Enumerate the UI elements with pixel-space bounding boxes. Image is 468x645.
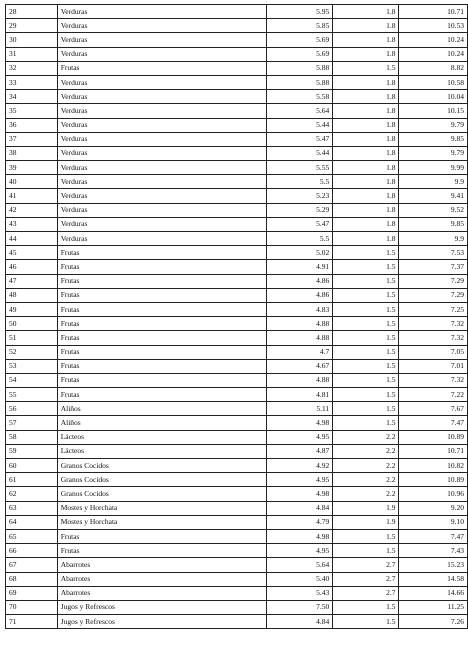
value-2-cell: 2.2 [333, 444, 399, 458]
table-row [6, 473, 468, 487]
value-2-cell: 1.5 [333, 615, 399, 629]
row-number-cell: 32 [6, 61, 58, 75]
category-cell: Frutas [57, 388, 266, 402]
row-number-cell: 43 [6, 217, 58, 231]
value-3-cell: 7.53 [399, 246, 468, 260]
row-number-cell: 35 [6, 104, 58, 118]
value-1-cell: 5.5 [266, 175, 332, 189]
category-cell: Aliños [57, 416, 266, 430]
table-row [6, 61, 468, 75]
row-number-cell: 60 [6, 459, 58, 473]
table-row [6, 302, 468, 316]
category-cell: Verduras [57, 189, 266, 203]
value-3-cell: 7.37 [399, 260, 468, 274]
value-1-cell: 5.47 [266, 132, 332, 146]
table-row [6, 47, 468, 61]
value-2-cell: 1.8 [333, 161, 399, 175]
category-cell: Frutas [57, 529, 266, 543]
row-number-cell: 29 [6, 19, 58, 33]
value-1-cell: 4.86 [266, 288, 332, 302]
value-1-cell: 5.02 [266, 246, 332, 260]
value-2-cell: 1.5 [333, 246, 399, 260]
value-1-cell: 4.88 [266, 317, 332, 331]
category-cell: Verduras [57, 232, 266, 246]
value-3-cell: 7.25 [399, 302, 468, 316]
category-cell: Verduras [57, 90, 266, 104]
category-cell: Frutas [57, 373, 266, 387]
row-number-cell: 52 [6, 345, 58, 359]
table-row [6, 515, 468, 529]
row-number-cell: 39 [6, 161, 58, 175]
value-3-cell: 10.96 [399, 487, 468, 501]
table-row [6, 132, 468, 146]
table-row [6, 90, 468, 104]
value-3-cell: 9.79 [399, 118, 468, 132]
row-number-cell: 64 [6, 515, 58, 529]
category-cell: Verduras [57, 146, 266, 160]
value-1-cell: 5.5 [266, 232, 332, 246]
row-number-cell: 59 [6, 444, 58, 458]
table-row [6, 161, 468, 175]
category-cell: Verduras [57, 132, 266, 146]
value-1-cell: 4.95 [266, 430, 332, 444]
table-row [6, 317, 468, 331]
table-row [6, 232, 468, 246]
category-cell: Frutas [57, 246, 266, 260]
value-2-cell: 1.8 [333, 146, 399, 160]
value-1-cell: 5.64 [266, 558, 332, 572]
row-number-cell: 33 [6, 75, 58, 89]
value-1-cell: 5.43 [266, 586, 332, 600]
value-3-cell: 10.15 [399, 104, 468, 118]
value-2-cell: 1.5 [333, 544, 399, 558]
value-2-cell: 2.2 [333, 487, 399, 501]
value-3-cell: 10.71 [399, 5, 468, 19]
category-cell: Frutas [57, 331, 266, 345]
row-number-cell: 41 [6, 189, 58, 203]
value-2-cell: 1.5 [333, 529, 399, 543]
value-3-cell: 7.32 [399, 317, 468, 331]
value-3-cell: 9.85 [399, 217, 468, 231]
table-row [6, 359, 468, 373]
table-row [6, 345, 468, 359]
value-3-cell: 15.23 [399, 558, 468, 572]
table-row [6, 288, 468, 302]
value-1-cell: 5.95 [266, 5, 332, 19]
value-1-cell: 4.67 [266, 359, 332, 373]
row-number-cell: 69 [6, 586, 58, 600]
value-3-cell: 7.26 [399, 615, 468, 629]
value-2-cell: 2.7 [333, 586, 399, 600]
value-3-cell: 7.05 [399, 345, 468, 359]
value-1-cell: 4.86 [266, 274, 332, 288]
table-row [6, 487, 468, 501]
value-3-cell: 10.04 [399, 90, 468, 104]
category-cell: Aliños [57, 402, 266, 416]
table-row [6, 246, 468, 260]
table-row [6, 416, 468, 430]
table-row [6, 615, 468, 629]
value-3-cell: 14.58 [399, 572, 468, 586]
value-2-cell: 1.5 [333, 61, 399, 75]
category-cell: Lácteos [57, 444, 266, 458]
value-2-cell: 1.8 [333, 47, 399, 61]
value-3-cell: 8.82 [399, 61, 468, 75]
table-row [6, 189, 468, 203]
value-2-cell: 1.8 [333, 118, 399, 132]
value-1-cell: 5.88 [266, 75, 332, 89]
value-2-cell: 1.8 [333, 90, 399, 104]
category-cell: Abarrotes [57, 558, 266, 572]
value-1-cell: 4.91 [266, 260, 332, 274]
data-table [5, 4, 468, 629]
row-number-cell: 55 [6, 388, 58, 402]
value-3-cell: 9.10 [399, 515, 468, 529]
table-row [6, 402, 468, 416]
value-3-cell: 10.24 [399, 33, 468, 47]
value-3-cell: 11.25 [399, 600, 468, 614]
row-number-cell: 34 [6, 90, 58, 104]
value-1-cell: 5.44 [266, 118, 332, 132]
category-cell: Frutas [57, 288, 266, 302]
value-1-cell: 5.69 [266, 33, 332, 47]
table-row [6, 373, 468, 387]
value-2-cell: 1.8 [333, 104, 399, 118]
value-3-cell: 14.66 [399, 586, 468, 600]
table-row [6, 5, 468, 19]
value-1-cell: 5.23 [266, 189, 332, 203]
value-1-cell: 5.58 [266, 90, 332, 104]
row-number-cell: 56 [6, 402, 58, 416]
category-cell: Frutas [57, 260, 266, 274]
value-3-cell: 7.01 [399, 359, 468, 373]
value-2-cell: 1.5 [333, 345, 399, 359]
value-3-cell: 10.58 [399, 75, 468, 89]
category-cell: Verduras [57, 161, 266, 175]
value-3-cell: 9.52 [399, 203, 468, 217]
value-2-cell: 1.5 [333, 600, 399, 614]
row-number-cell: 67 [6, 558, 58, 572]
row-number-cell: 37 [6, 132, 58, 146]
value-1-cell: 5.64 [266, 104, 332, 118]
value-1-cell: 4.95 [266, 473, 332, 487]
table-row [6, 104, 468, 118]
category-cell: Verduras [57, 203, 266, 217]
value-1-cell: 7.50 [266, 600, 332, 614]
value-2-cell: 1.5 [333, 359, 399, 373]
row-number-cell: 57 [6, 416, 58, 430]
row-number-cell: 44 [6, 232, 58, 246]
row-number-cell: 28 [6, 5, 58, 19]
value-1-cell: 4.81 [266, 388, 332, 402]
row-number-cell: 42 [6, 203, 58, 217]
value-1-cell: 4.83 [266, 302, 332, 316]
row-number-cell: 61 [6, 473, 58, 487]
value-2-cell: 1.5 [333, 274, 399, 288]
table-row [6, 444, 468, 458]
value-2-cell: 1.5 [333, 317, 399, 331]
value-1-cell: 4.98 [266, 529, 332, 543]
value-2-cell: 1.8 [333, 175, 399, 189]
value-2-cell: 1.8 [333, 189, 399, 203]
value-1-cell: 4.7 [266, 345, 332, 359]
table-row [6, 33, 468, 47]
table-row [6, 274, 468, 288]
value-2-cell: 1.8 [333, 75, 399, 89]
value-3-cell: 7.67 [399, 402, 468, 416]
value-1-cell: 4.84 [266, 615, 332, 629]
table-body [6, 5, 468, 629]
table-row [6, 388, 468, 402]
category-cell: Granos Cocidos [57, 459, 266, 473]
value-1-cell: 5.29 [266, 203, 332, 217]
value-2-cell: 2.2 [333, 459, 399, 473]
row-number-cell: 31 [6, 47, 58, 61]
category-cell: Frutas [57, 61, 266, 75]
value-2-cell: 1.5 [333, 288, 399, 302]
category-cell: Mostes y Horchata [57, 501, 266, 515]
row-number-cell: 50 [6, 317, 58, 331]
table-row [6, 203, 468, 217]
value-1-cell: 4.88 [266, 373, 332, 387]
value-1-cell: 5.85 [266, 19, 332, 33]
table-row [6, 146, 468, 160]
value-2-cell: 2.7 [333, 558, 399, 572]
value-2-cell: 1.9 [333, 501, 399, 515]
table-row [6, 586, 468, 600]
row-number-cell: 66 [6, 544, 58, 558]
category-cell: Verduras [57, 19, 266, 33]
value-3-cell: 7.47 [399, 416, 468, 430]
value-2-cell: 1.8 [333, 132, 399, 146]
table-row [6, 529, 468, 543]
value-2-cell: 1.5 [333, 373, 399, 387]
row-number-cell: 68 [6, 572, 58, 586]
table-row [6, 600, 468, 614]
value-2-cell: 1.8 [333, 232, 399, 246]
row-number-cell: 48 [6, 288, 58, 302]
table-row [6, 544, 468, 558]
row-number-cell: 53 [6, 359, 58, 373]
value-3-cell: 9.20 [399, 501, 468, 515]
value-3-cell: 9.9 [399, 232, 468, 246]
value-3-cell: 7.43 [399, 544, 468, 558]
category-cell: Jugos y Refrescos [57, 615, 266, 629]
value-3-cell: 10.53 [399, 19, 468, 33]
row-number-cell: 30 [6, 33, 58, 47]
row-number-cell: 71 [6, 615, 58, 629]
value-3-cell: 7.32 [399, 331, 468, 345]
value-2-cell: 1.8 [333, 33, 399, 47]
value-1-cell: 5.40 [266, 572, 332, 586]
row-number-cell: 70 [6, 600, 58, 614]
category-cell: Verduras [57, 217, 266, 231]
value-1-cell: 4.98 [266, 416, 332, 430]
category-cell: Granos Cocidos [57, 473, 266, 487]
table-row [6, 260, 468, 274]
value-3-cell: 10.71 [399, 444, 468, 458]
category-cell: Abarrotes [57, 586, 266, 600]
value-2-cell: 1.5 [333, 402, 399, 416]
value-2-cell: 2.2 [333, 473, 399, 487]
value-3-cell: 10.82 [399, 459, 468, 473]
value-2-cell: 2.7 [333, 572, 399, 586]
value-2-cell: 1.5 [333, 416, 399, 430]
category-cell: Frutas [57, 359, 266, 373]
value-1-cell: 4.95 [266, 544, 332, 558]
row-number-cell: 65 [6, 529, 58, 543]
value-2-cell: 2.2 [333, 430, 399, 444]
value-2-cell: 1.8 [333, 217, 399, 231]
value-2-cell: 1.9 [333, 515, 399, 529]
category-cell: Frutas [57, 345, 266, 359]
table-row [6, 501, 468, 515]
value-1-cell: 4.92 [266, 459, 332, 473]
value-1-cell: 4.84 [266, 501, 332, 515]
category-cell: Frutas [57, 274, 266, 288]
value-2-cell: 1.5 [333, 302, 399, 316]
row-number-cell: 46 [6, 260, 58, 274]
row-number-cell: 51 [6, 331, 58, 345]
row-number-cell: 58 [6, 430, 58, 444]
row-number-cell: 63 [6, 501, 58, 515]
category-cell: Verduras [57, 33, 266, 47]
value-3-cell: 7.29 [399, 274, 468, 288]
row-number-cell: 47 [6, 274, 58, 288]
value-2-cell: 1.8 [333, 19, 399, 33]
category-cell: Verduras [57, 75, 266, 89]
value-3-cell: 7.29 [399, 288, 468, 302]
value-3-cell: 10.24 [399, 47, 468, 61]
table-row [6, 217, 468, 231]
row-number-cell: 49 [6, 302, 58, 316]
row-number-cell: 54 [6, 373, 58, 387]
category-cell: Verduras [57, 104, 266, 118]
table-row [6, 572, 468, 586]
category-cell: Abarrotes [57, 572, 266, 586]
table-row [6, 118, 468, 132]
category-cell: Frutas [57, 317, 266, 331]
value-3-cell: 9.41 [399, 189, 468, 203]
row-number-cell: 38 [6, 146, 58, 160]
value-3-cell: 9.79 [399, 146, 468, 160]
table-row [6, 558, 468, 572]
table-row [6, 175, 468, 189]
value-3-cell: 9.9 [399, 175, 468, 189]
value-2-cell: 1.5 [333, 388, 399, 402]
value-1-cell: 5.55 [266, 161, 332, 175]
value-3-cell: 7.47 [399, 529, 468, 543]
value-1-cell: 4.79 [266, 515, 332, 529]
value-3-cell: 7.22 [399, 388, 468, 402]
table-row [6, 19, 468, 33]
value-3-cell: 9.85 [399, 132, 468, 146]
table-row [6, 459, 468, 473]
value-3-cell: 10.89 [399, 473, 468, 487]
value-1-cell: 5.11 [266, 402, 332, 416]
value-1-cell: 5.44 [266, 146, 332, 160]
category-cell: Verduras [57, 118, 266, 132]
row-number-cell: 36 [6, 118, 58, 132]
table-row [6, 331, 468, 345]
value-1-cell: 4.88 [266, 331, 332, 345]
value-2-cell: 1.5 [333, 260, 399, 274]
value-1-cell: 4.98 [266, 487, 332, 501]
value-1-cell: 4.87 [266, 444, 332, 458]
value-2-cell: 1.5 [333, 331, 399, 345]
value-3-cell: 9.99 [399, 161, 468, 175]
category-cell: Verduras [57, 175, 266, 189]
value-3-cell: 7.32 [399, 373, 468, 387]
category-cell: Jugos y Refrescos [57, 600, 266, 614]
row-number-cell: 62 [6, 487, 58, 501]
row-number-cell: 40 [6, 175, 58, 189]
category-cell: Verduras [57, 47, 266, 61]
category-cell: Frutas [57, 544, 266, 558]
value-1-cell: 5.69 [266, 47, 332, 61]
value-1-cell: 5.47 [266, 217, 332, 231]
category-cell: Frutas [57, 302, 266, 316]
table-row [6, 430, 468, 444]
category-cell: Granos Cocidos [57, 487, 266, 501]
value-1-cell: 5.88 [266, 61, 332, 75]
row-number-cell: 45 [6, 246, 58, 260]
value-3-cell: 10.89 [399, 430, 468, 444]
table-row [6, 75, 468, 89]
value-2-cell: 1.8 [333, 203, 399, 217]
category-cell: Verduras [57, 5, 266, 19]
category-cell: Lácteos [57, 430, 266, 444]
category-cell: Mostes y Horchata [57, 515, 266, 529]
value-2-cell: 1.8 [333, 5, 399, 19]
